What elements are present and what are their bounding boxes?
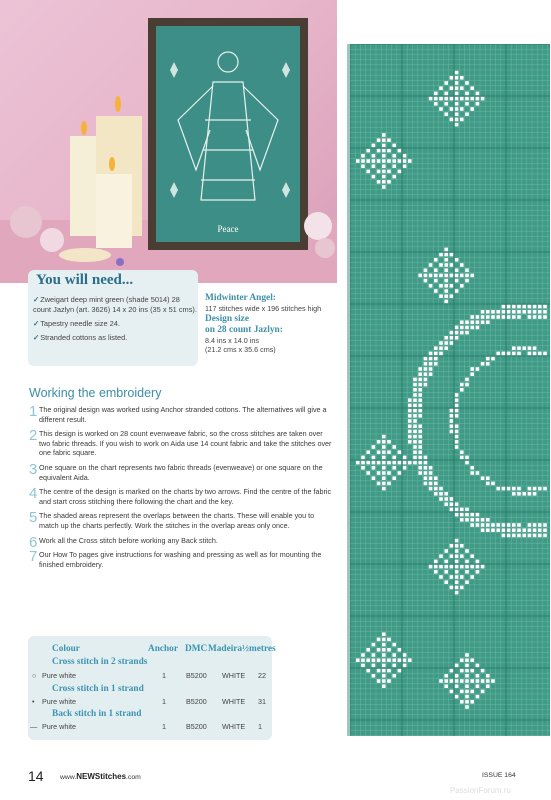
key-colour: Pure white — [42, 722, 76, 731]
design-size-ins: 8.4 ins x 14.0 ins — [205, 335, 259, 345]
stitch-key-table — [28, 636, 276, 740]
instruction-step: 7 Our How To pages give instructions for washing and pressing as well as for mounting the finished embroidery. — [29, 548, 322, 569]
key-section-title: Cross stitch in 1 strand — [52, 684, 144, 694]
key-metres: 22 — [258, 671, 266, 680]
instruction-steps — [29, 405, 334, 574]
design-name: Midwinter Angel: — [205, 293, 276, 303]
key-metres: 1 — [258, 722, 262, 731]
list-item: ✓Stranded cottons as listed. — [33, 333, 128, 342]
key-header-colour: Colour — [52, 644, 80, 654]
list-item: ✓Tapestry needle size 24. — [33, 319, 120, 328]
key-colour: Pure white — [42, 697, 76, 706]
cross-stitch-chart — [350, 44, 550, 736]
key-symbol: ○ — [32, 671, 37, 680]
section-title: Working the embroidery — [29, 386, 162, 400]
key-header-dmc: DMC — [185, 644, 208, 654]
design-stitches: 117 stitches wide x 196 stitches high — [205, 304, 322, 313]
page-number: 14 — [28, 768, 44, 784]
key-anchor: 1 — [162, 722, 166, 731]
design-size-subtitle: on 28 count Jazlyn: — [205, 324, 283, 335]
key-dmc: B5200 — [186, 671, 207, 680]
photo-illustration — [0, 0, 337, 283]
key-colour: Pure white — [42, 671, 76, 680]
instruction-step: 2 This design is worked on 28 count evenweave fabric, so the cross stitches are taken over two fabric threads. If you wish to work on Aida use 14 count fabric and take the stitches over one fabric square. — [29, 427, 332, 458]
key-dmc: B5200 — [186, 697, 207, 706]
list-item: ✓Zweigart deep mint green (shade 5014) 28 count Jazlyn (art. 3626) 14 x 20 ins (35 x 51 cms). — [33, 295, 197, 314]
requirements-list — [33, 295, 198, 347]
key-header-madeira: Madeira — [208, 644, 243, 654]
key-section-title: Back stitch in 1 strand — [52, 709, 142, 719]
key-anchor: 1 — [162, 697, 166, 706]
key-header-metres: ½metres — [242, 644, 276, 654]
instruction-step: 1 The original design was worked using Anchor stranded cottons. The alternatives will give a different result. — [29, 403, 327, 424]
cover-photo — [0, 0, 337, 283]
check-icon: ✓ — [33, 295, 40, 304]
key-madeira: WHITE — [222, 671, 246, 680]
instruction-step: 6 Work all the Cross stitch before working any Back stitch. — [29, 533, 218, 551]
instruction-step: 5 The shaded areas represent the overlaps between the charts. These will enable you to match up the charts perfectly. Work the stitches in the overlap areas only once. — [29, 509, 315, 530]
requirements-title: You will need... — [36, 272, 134, 288]
key-header-anchor: Anchor — [148, 644, 178, 654]
design-info — [205, 293, 345, 355]
check-icon: ✓ — [33, 319, 40, 328]
key-dmc: B5200 — [186, 722, 207, 731]
key-madeira: WHITE — [222, 722, 246, 731]
instruction-step: 4 The centre of the design is marked on the charts by two arrows. Find the centre of the fabric and start cross stitching there following the chart and the key. — [29, 485, 332, 506]
instruction-step: 3 One square on the chart represents two fabric threads (evenweave) or one square on the equivalent Aida. — [29, 460, 323, 482]
key-section-title: Cross stitch in 2 strands — [52, 657, 148, 667]
watermark: PassionForum.ru — [450, 786, 511, 795]
check-icon: ✓ — [33, 333, 40, 342]
website-url: www.NEWStitches.com — [60, 772, 141, 781]
key-anchor: 1 — [162, 671, 166, 680]
key-metres: 31 — [258, 697, 266, 706]
design-size-title: Design size — [205, 313, 250, 324]
issue-number: ISSUE 164 — [482, 772, 516, 779]
key-symbol: • — [32, 697, 35, 706]
key-madeira: WHITE — [222, 697, 246, 706]
key-symbol: — — [30, 722, 38, 731]
design-size-cms: (21.2 cms x 35.6 cms) — [205, 345, 276, 354]
frame-text: Peace — [217, 224, 239, 234]
